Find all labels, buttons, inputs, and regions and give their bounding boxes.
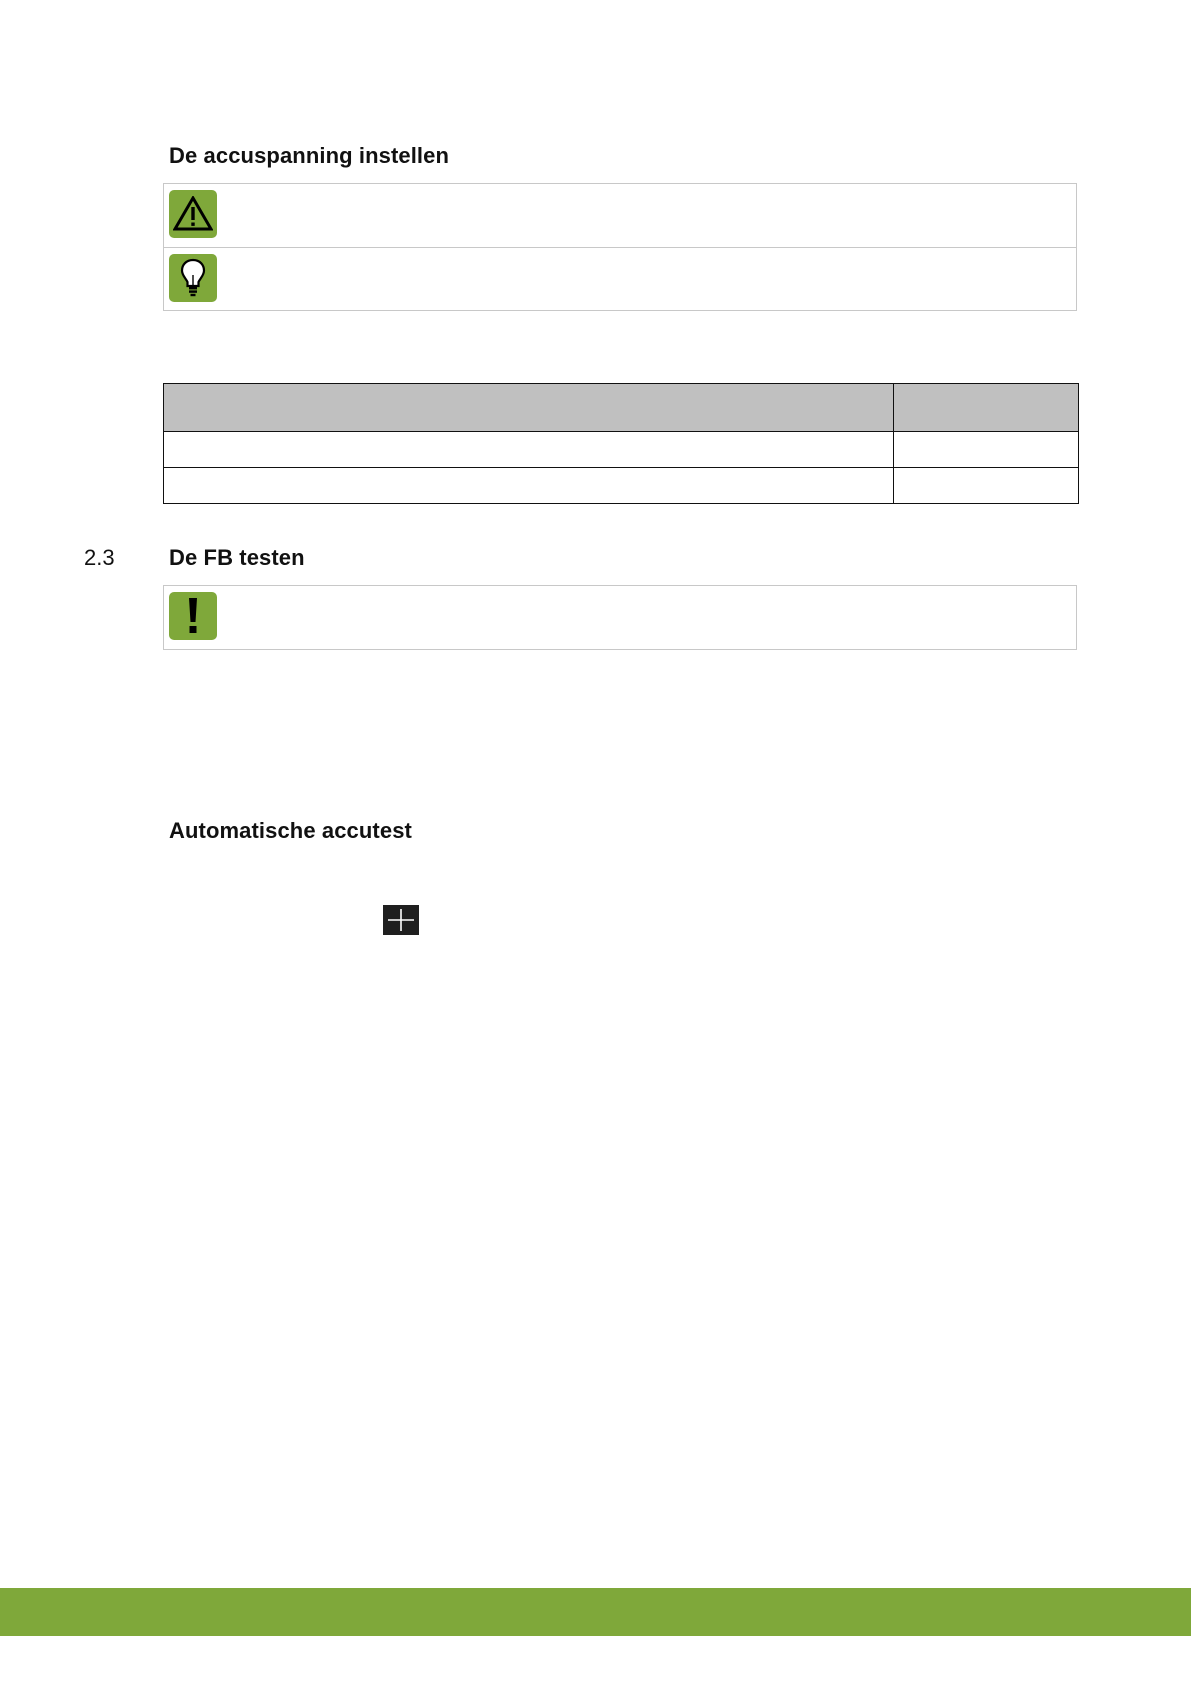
table-row (164, 432, 1079, 468)
subsection-heading-automatic-test: Automatische accutest (169, 818, 412, 843)
table-cell (164, 432, 894, 468)
table-header-cell (894, 384, 1079, 432)
plus-key-icon (383, 905, 419, 935)
subsection-heading-battery-voltage: De accuspanning instellen (169, 143, 450, 168)
notice-row-important (164, 586, 1076, 649)
exclamation-icon (169, 592, 217, 640)
table-cell (164, 468, 894, 504)
table-cell (894, 468, 1079, 504)
notice-box-fb-test (163, 585, 1077, 650)
footer-accent-bar (0, 1588, 1191, 1636)
table-row (164, 468, 1079, 504)
table-cell (894, 432, 1079, 468)
notice-row-warning (164, 184, 1076, 247)
lightbulb-tip-icon (169, 254, 217, 302)
section-title-fb-test: De FB testen (169, 545, 305, 570)
warning-triangle-icon (169, 190, 217, 238)
notice-row-tip (164, 247, 1076, 310)
battery-voltage-table (163, 383, 1079, 504)
table-header-cell (164, 384, 894, 432)
table-header-row (164, 384, 1079, 432)
notice-box-battery-voltage (163, 183, 1077, 311)
section-number: 2.3 (84, 545, 115, 570)
